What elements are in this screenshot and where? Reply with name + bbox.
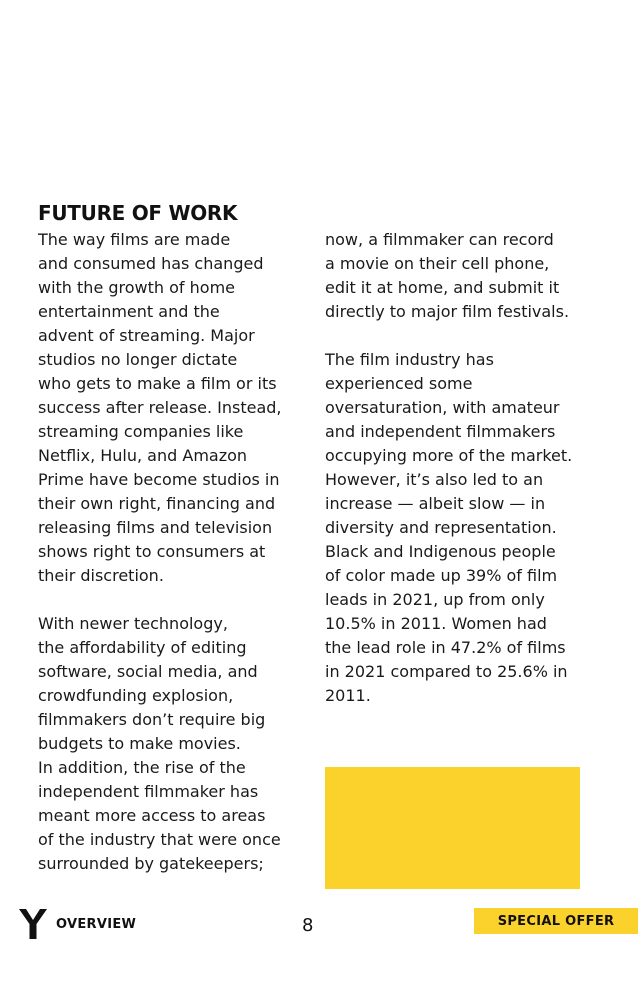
article-heading: FUTURE OF WORK <box>38 201 238 225</box>
special-offer-label: SPECIAL OFFER <box>497 913 615 929</box>
yellow-image-placeholder <box>325 767 580 889</box>
paragraph-right-1: now, a filmmaker can record a movie on their cell phone, edit it at home, and submit it directly to major film festivals. <box>325 230 570 321</box>
special-offer-button[interactable] <box>474 908 638 934</box>
paragraph-left-2: With newer technology, the affordability of editing software, social media, and crowdfunding explosion, filmmakers don’t require big budgets to make movies. In addition, the rise of the independent filmmaker has meant more access to areas of the industry that were once surrounded by gatekeepers; <box>38 614 281 873</box>
paragraph-right-2: The film industry has experienced some oversaturation, with amateur and independent filmmakers occupying more of the market. However, it’s also led to an increase — albeit slow — in diversity and representation. Black and Indigenous people of color made up 39% of film leads in 2021, up from only 10.5% in 2011. Women had the lead role in 47.2% of films in 2021 compared to 25.6% in 2011. <box>325 350 573 705</box>
page-number: 8 <box>302 915 314 936</box>
y-logo-icon[interactable] <box>19 909 47 939</box>
article-left-column <box>38 228 300 876</box>
overview-link[interactable]: OVERVIEW <box>56 917 137 932</box>
article-right-column <box>325 228 585 708</box>
paragraph-left-1: The way films are made and consumed has changed with the growth of home entertainment and the advent of streaming. Major studios no longer dictate who gets to make a film or its success after release. Instead, streaming companies like Netflix, Hulu, and Amazon Prime have become studios in their own right, financing and releasing films and television shows right to consumers at their discretion. <box>38 230 282 585</box>
